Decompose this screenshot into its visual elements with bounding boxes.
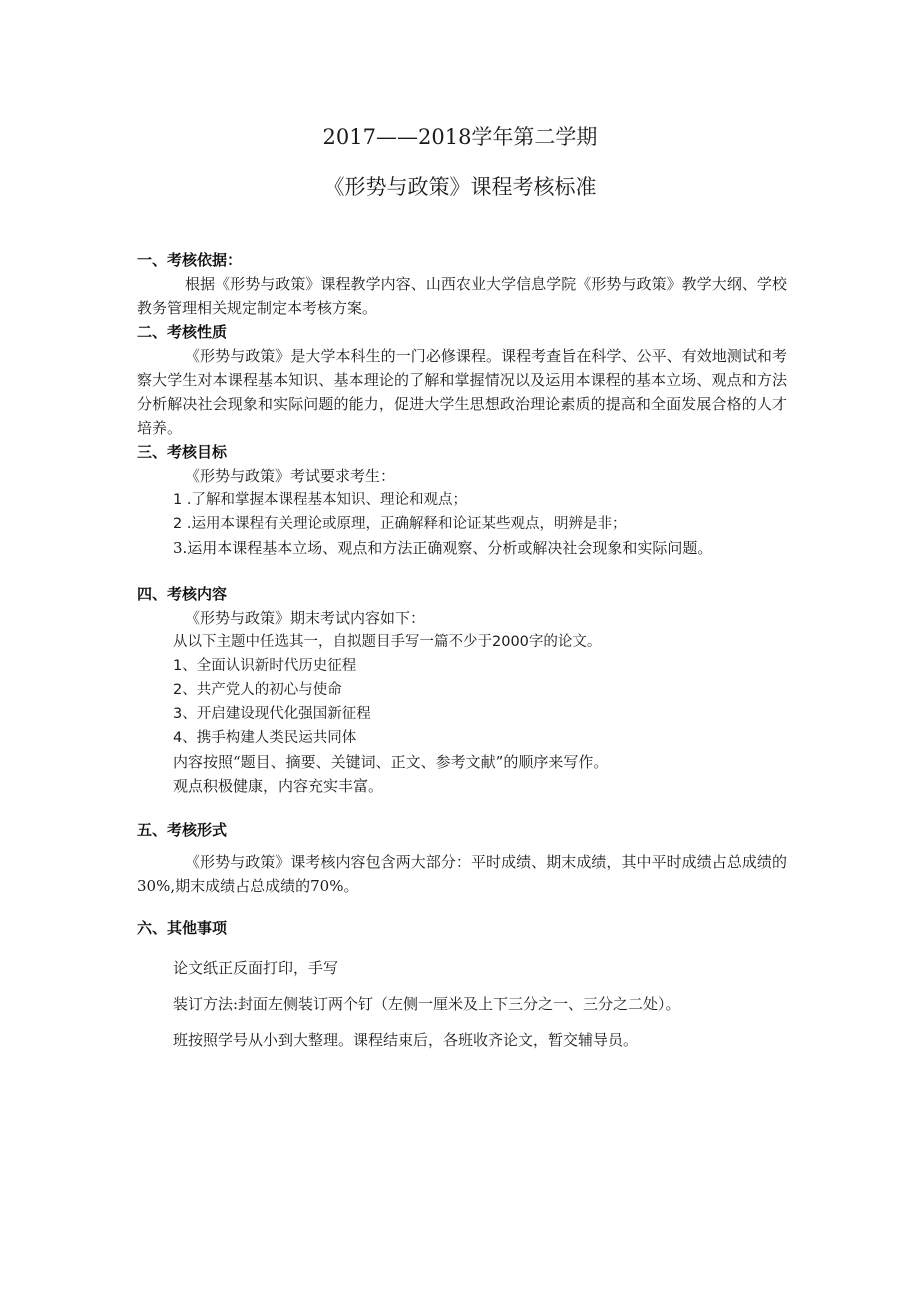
content-instruction: 从以下主题中任选其一，自拟题目手写一篇不少于2000字的论文。: [173, 634, 602, 650]
topic-item: 2、共产党人的初心与使命: [173, 682, 342, 698]
topic-item: 1、全面认识新时代历史征程: [173, 658, 357, 674]
section-heading-basis: 一、考核依据：: [137, 251, 243, 269]
semester-title: 2017——2018学年第二学期: [322, 125, 598, 149]
topic-item: 4、携手构建人类民运共同体: [173, 730, 357, 746]
section-form-paragraph: 《形势与政策》课考核内容包含两大部分：平时成绩、期末成绩，其中平时成绩占总成绩的30%,期末成绩占总成绩的70%。: [137, 853, 787, 895]
other-item: 装订方法:封面左侧装订两个钉（左侧一厘米及上下三分之一、三分之二处）。: [173, 995, 681, 1013]
other-item: 班按照学号从小到大整理。课程结束后，各班收齐论文，暂交辅导员。: [173, 1031, 639, 1049]
topic-item: 3、开启建设现代化强国新征程: [173, 706, 371, 722]
section-heading-content: 四、考核内容: [137, 585, 228, 603]
objective-item: 3.运用本课程基本立场、观点和方法正确观察、分析或解决社会现象和实际问题。: [173, 539, 713, 557]
document-body: [137, 248, 787, 1058]
objective-item: 1 .了解和掌握本课程基本知识、理论和观点；: [173, 492, 467, 508]
section-nature-paragraph: 《形势与政策》是大学本科生的一门必修课程。课程考查旨在科学、公平、有效地测试和考察大学生对本课程基本知识、基本理论的了解和掌握情况以及运用本课程的基本立场、观点和方法分析解决社会现象和实际问题的能力，促进大学生思想政治理论素质的提高和全面发展合格的人才培养。: [137, 347, 787, 437]
section-heading-nature: 二、考核性质: [137, 323, 228, 341]
section-basis-paragraph: 根据《形势与政策》课程教学内容、山西农业大学信息学院《形势与政策》教学大纲、学校教务管理相关规定制定本考核方案。: [137, 275, 787, 317]
objective-item: 2 .运用本课程有关理论或原理，正确解释和论证某些观点，明辨是非；: [173, 516, 627, 532]
content-intro: 《形势与政策》期末考试内容如下：: [185, 609, 426, 627]
section-heading-objectives: 三、考核目标: [137, 443, 228, 461]
section-heading-form: 五、考核形式: [137, 821, 228, 839]
objectives-intro: 《形势与政策》考试要求考生：: [185, 467, 396, 485]
content-format: 内容按照“题目、摘要、关键词、正文、参考文献”的顺序来写作。: [173, 753, 609, 771]
other-item: 论文纸正反面打印，手写: [173, 959, 339, 977]
section-heading-other: 六、其他事项: [137, 919, 228, 937]
content-requirement: 观点积极健康，内容充实丰富。: [173, 777, 384, 795]
course-standard-title: 《形势与政策》课程考核标准: [323, 175, 597, 199]
